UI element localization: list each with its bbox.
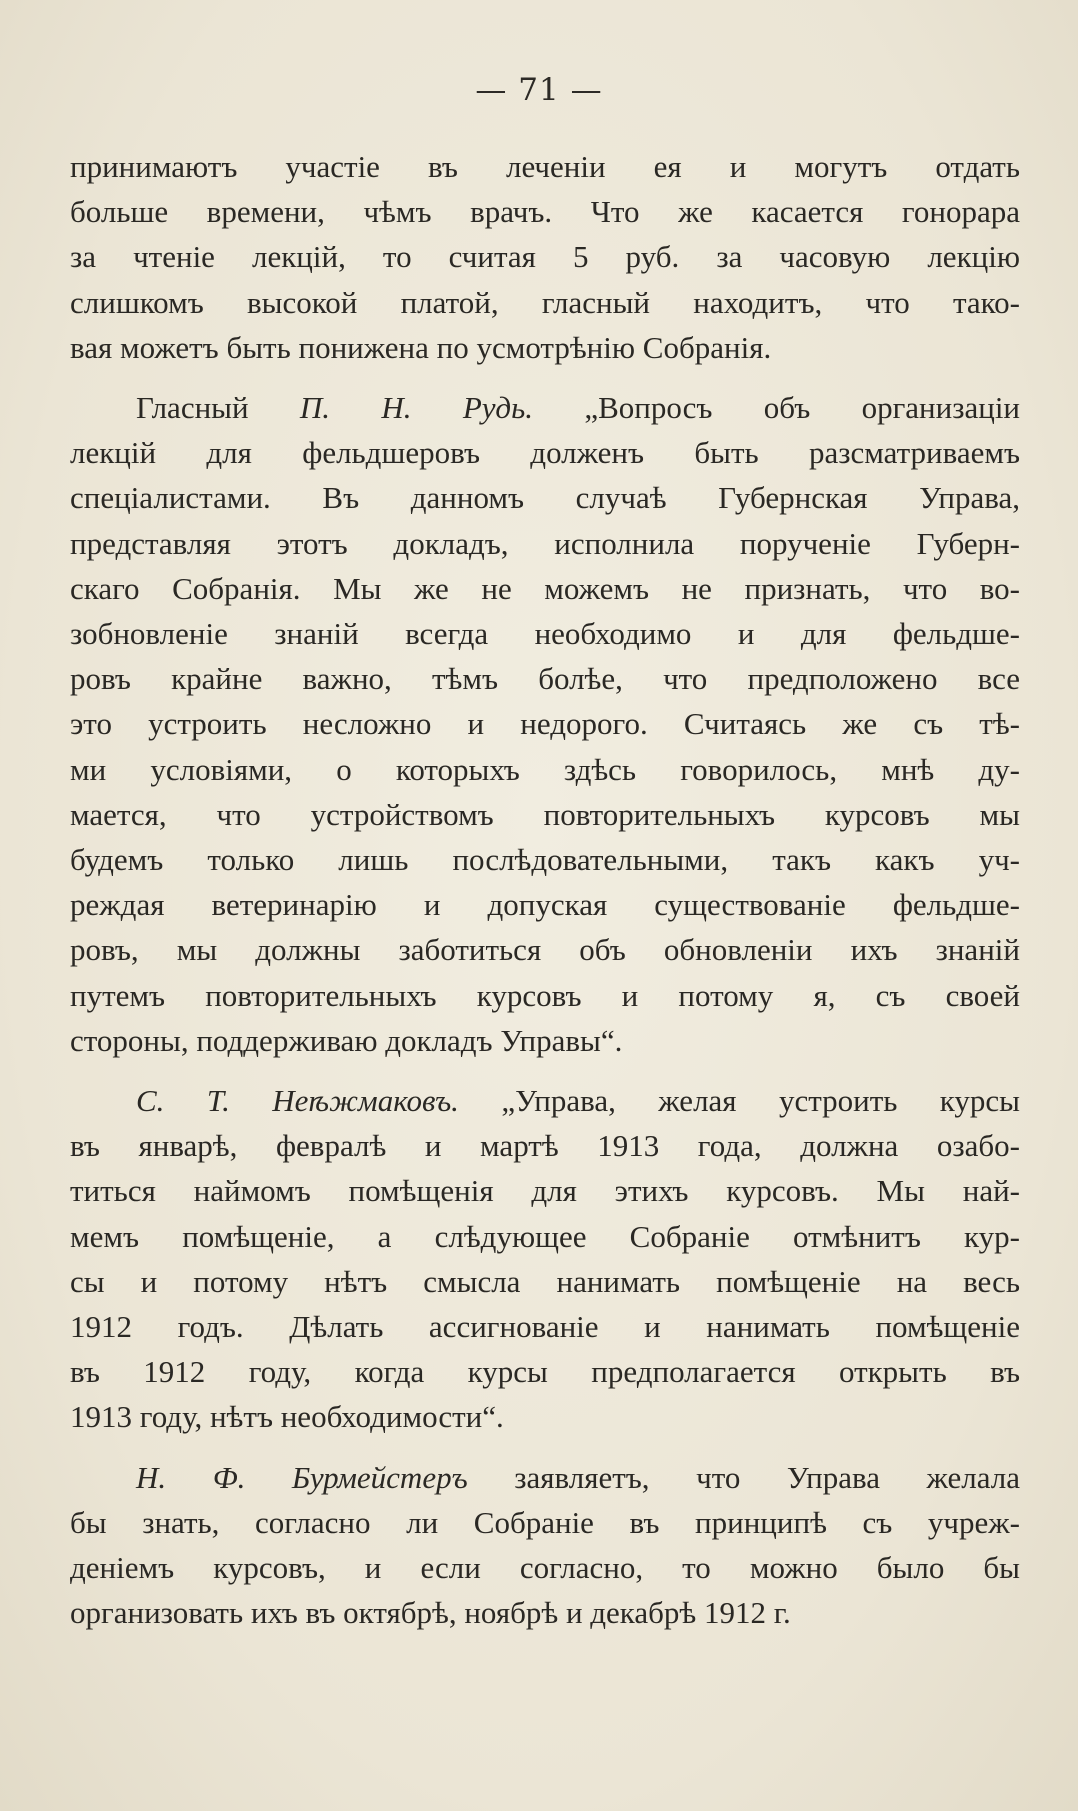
paragraph-2 — [70, 385, 1020, 1063]
text-line: лекцій для фельдшеровъ долженъ быть разсматриваемъ — [70, 435, 1020, 471]
text-line: представляя этотъ докладъ, исполнила порученіе Губерн- — [70, 525, 1020, 561]
speaker-name: П. Н. Рудь. — [299, 390, 533, 426]
page-number: — 71 — — [475, 72, 603, 108]
text-line: бы знать, согласно ли Собраніе въ принципѣ съ учреж- — [70, 1504, 1020, 1540]
text-line: деніемъ курсовъ, и если согласно, то можно было бы — [70, 1550, 1020, 1586]
text-line: титься наймомъ помѣщенія для этихъ курсовъ. Мы най- — [70, 1173, 1020, 1209]
text-line: мается, что устройствомъ повторительныхъ курсовъ мы — [70, 796, 1020, 832]
text-line: въ январѣ, февралѣ и мартѣ 1913 года, должна озабо- — [70, 1128, 1020, 1164]
text-line: спеціалистами. Въ данномъ случаѣ Губернская Управа, — [70, 480, 1020, 516]
text-fragment: заявляетъ, что Управа желала — [514, 1459, 1021, 1495]
text-fragment: „Управа, желая устроить курсы — [501, 1083, 1021, 1119]
text-line: за чтеніе лекцій, то считая 5 руб. за часовую лекцію — [70, 239, 1020, 275]
text-line: ми условіями, о которыхъ здѣсь говорилось, мнѣ ду- — [70, 751, 1020, 787]
text-line: ровъ крайне важно, тѣмъ болѣе, что предположено все — [70, 661, 1020, 697]
paragraph-3 — [70, 1078, 1020, 1440]
paragraph-4 — [70, 1455, 1020, 1636]
text-line: слишкомъ высокой платой, гласный находитъ, что тако- — [70, 284, 1020, 320]
text-line: стороны, поддерживаю докладъ Управы“. — [70, 1022, 623, 1058]
text-line: будемъ только лишь послѣдовательными, такъ какъ уч- — [70, 842, 1020, 878]
speaker-name: Н. Ф. Бурмейстеръ — [136, 1459, 468, 1495]
text-line: въ 1912 году, когда курсы предполагается открыть въ — [70, 1354, 1020, 1390]
text-line: организовать ихъ въ октябрѣ, ноябрѣ и декабрѣ 1912 г. — [70, 1595, 791, 1631]
text-line: принимаютъ участіе въ леченіи ея и могутъ отдать — [70, 149, 1020, 184]
text-line: мемъ помѣщеніе, а слѣдующее Собраніе отмѣнитъ кур- — [70, 1218, 1020, 1254]
text-line: сы и потому нѣтъ смысла нанимать помѣщеніе на весь — [70, 1263, 1020, 1299]
text-line-first — [70, 1078, 1020, 1123]
paragraph-1 — [70, 144, 1020, 370]
text-line: зобновленіе знаній всегда необходимо и для фельдше- — [70, 616, 1020, 652]
text-line: больше времени, чѣмъ врачъ. Что же касается гонорара — [70, 194, 1020, 230]
text-line: скаго Собранія. Мы же не можемъ не признать, что во- — [70, 570, 1020, 606]
text-line: путемъ повторительныхъ курсовъ и потому я, съ своей — [70, 977, 1020, 1013]
text-line-first — [70, 385, 1020, 430]
text-line: ровъ, мы должны заботиться объ обновленіи ихъ знаній — [70, 932, 1020, 968]
speaker-name: С. Т. Неѣжмаковъ. — [136, 1083, 459, 1119]
text-line-first — [70, 1455, 1020, 1500]
text-line: это устроить несложно и недорого. Считаясь же съ тѣ- — [70, 706, 1020, 742]
text-line: вая можетъ быть понижена по усмотрѣнію Собранія. — [70, 329, 772, 365]
page-text — [70, 144, 1020, 1651]
text-line: 1913 году, нѣтъ необходимости“. — [70, 1399, 504, 1435]
text-fragment: „Вопросъ объ организаціи — [584, 390, 1021, 426]
text-line: 1912 годъ. Дѣлать ассигнованіе и нанимать помѣщеніе — [70, 1309, 1020, 1345]
text-line: реждая ветеринарію и допуская существованіе фельдше- — [70, 887, 1020, 923]
speaker-prefix: Гласный — [136, 390, 249, 426]
